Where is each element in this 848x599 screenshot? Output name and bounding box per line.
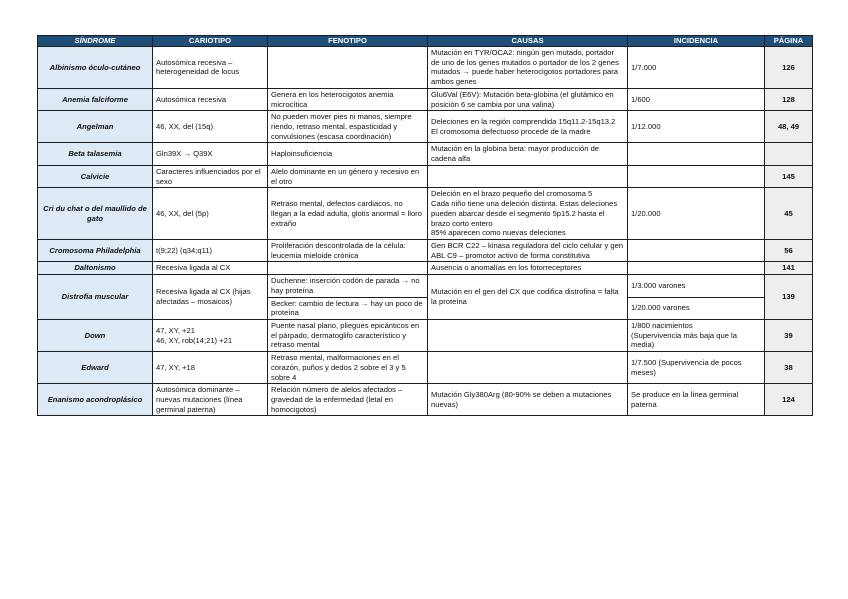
phenotype-cell: No pueden mover pies ni manos, siempre riendo, retraso mental, espasticidad y convulsiones (escasa coordinación)	[268, 111, 428, 143]
page-cell: 128	[765, 88, 813, 110]
incidence-cell: 1/600	[628, 88, 765, 110]
incidence-cell: 1/12.000	[628, 111, 765, 143]
causes-cell: Deleción en el brazo pequeño del cromosoma 5 Cada niño tiene una deleción distinta. Estas deleciones pueden abarcar desde el segmento 5p15.2 hasta el brazo corto entero 85% aparecen como nuevas deleciones	[428, 188, 628, 240]
table-row	[38, 143, 813, 165]
page-cell: 39	[765, 319, 813, 351]
page-cell: 139	[765, 275, 813, 320]
karyotype-cell: 46, XX, del (5p)	[153, 188, 268, 240]
syndrome-cell: Down	[38, 319, 153, 351]
page-cell: 126	[765, 47, 813, 89]
syndrome-cell: Daltonismo	[38, 262, 153, 275]
karyotype-cell: Autosómica recesiva	[153, 88, 268, 110]
phenotype-cell	[268, 47, 428, 89]
table-row	[38, 47, 813, 89]
table-row	[38, 262, 813, 275]
karyotype-cell: Recesiva ligada al CX	[153, 262, 268, 275]
page-cell: 38	[765, 352, 813, 384]
incidence-cell: 1/20.000 varones	[628, 297, 765, 319]
page-cell: 141	[765, 262, 813, 275]
causes-cell: Gen BCR C22 – kinasa reguladora del ciclo celular y gen ABL C9 – promotor activo de forma constitutiva	[428, 239, 628, 261]
phenotype-cell: Alelo dominante en un género y recesivo en el otro	[268, 165, 428, 187]
karyotype-cell: 47, XY, +21 46, XY, rob(14;21) +21	[153, 319, 268, 351]
incidence-cell	[628, 239, 765, 261]
table-row	[38, 188, 813, 240]
page-cell: 145	[765, 165, 813, 187]
phenotype-cell: Proliferación descontrolada de la célula: leucemia mieloide crónica	[268, 239, 428, 261]
header-phenotype: FENOTIPO	[268, 36, 428, 47]
syndrome-cell: Calvicie	[38, 165, 153, 187]
phenotype-cell: Duchenne: inserción codón de parada → no hay proteína	[268, 275, 428, 297]
phenotype-cell: Haploinsuficiencia	[268, 143, 428, 165]
syndrome-cell: Edward	[38, 352, 153, 384]
table-row	[38, 239, 813, 261]
karyotype-cell: Autosómica recesiva – heterogeneidad de locus	[153, 47, 268, 89]
table-row	[38, 352, 813, 384]
causes-cell: Glu6Val (E6V): Mutación beta-globina (el glutámico en posición 6 se cambia por una valina)	[428, 88, 628, 110]
incidence-cell	[628, 262, 765, 275]
syndrome-cell: Cromosoma Philadelphia	[38, 239, 153, 261]
header-karyotype: CARIOTIPO	[153, 36, 268, 47]
causes-cell: Mutación en TYR/OCA2: ningún gen mutado, portador de uno de los genes mutados o portador de los 2 genes mutados → puede haber heterocigotos portadores para ambos genes	[428, 47, 628, 89]
header-page: PÁGINA	[765, 36, 813, 47]
table-row	[38, 384, 813, 416]
phenotype-cell: Genera en los heterocigotos anemia microcítica	[268, 88, 428, 110]
phenotype-cell: Relación número de alelos afectados – gravedad de la enfermedad (letal en homocigotos)	[268, 384, 428, 416]
syndrome-cell: Cri du chat o del maullido de gato	[38, 188, 153, 240]
incidence-cell	[628, 143, 765, 165]
causes-cell: Mutación en la globina beta: mayor producción de cadena alfa	[428, 143, 628, 165]
syndrome-cell: Distrofia muscular	[38, 275, 153, 320]
table-row	[38, 88, 813, 110]
incidence-cell: 1/20.000	[628, 188, 765, 240]
karyotype-cell: Recesiva ligada al CX (hijas afectadas – mosaicos)	[153, 275, 268, 320]
karyotype-cell: Gln39X → Q39X	[153, 143, 268, 165]
table-row	[38, 319, 813, 351]
incidence-cell	[628, 165, 765, 187]
header-incidence: INCIDENCIA	[628, 36, 765, 47]
syndrome-cell: Beta talasemia	[38, 143, 153, 165]
page-cell: 56	[765, 239, 813, 261]
page-cell: 48, 49	[765, 111, 813, 143]
karyotype-cell: 46, XX, del (15q)	[153, 111, 268, 143]
causes-cell: Ausencia o anomalías en los fotorreceptores	[428, 262, 628, 275]
page-cell: 45	[765, 188, 813, 240]
phenotype-cell: Puente nasal plano, pliegues epicánticos en el párpado, dermatoglifo característico y retraso mental	[268, 319, 428, 351]
phenotype-cell: Becker: cambio de lectura → hay un poco de proteína	[268, 297, 428, 319]
syndrome-cell: Albinismo óculo-cutáneo	[38, 47, 153, 89]
causes-cell: Deleciones en la región comprendida 15q11.2-15q13.2 El cromosoma defectuoso procede de la madre	[428, 111, 628, 143]
syndrome-cell: Enanismo acondroplásico	[38, 384, 153, 416]
incidence-cell: 1/7.000	[628, 47, 765, 89]
phenotype-cell	[268, 262, 428, 275]
karyotype-cell: 47, XY, +18	[153, 352, 268, 384]
syndrome-cell: Anemia falciforme	[38, 88, 153, 110]
incidence-cell: Se produce en la línea germinal paterna	[628, 384, 765, 416]
causes-cell: Mutación Gly380Arg (80-90% se deben a mutaciones nuevas)	[428, 384, 628, 416]
table-row	[38, 165, 813, 187]
syndrome-table	[37, 35, 813, 416]
incidence-cell: 1/7.500 (Supervivencia de pocos meses)	[628, 352, 765, 384]
incidence-cell: 1/800 nacimientos (Supervivencia más baja que la media)	[628, 319, 765, 351]
syndrome-cell: Angelman	[38, 111, 153, 143]
phenotype-cell: Retraso mental, malformaciones en el corazón, puños y dedos 2 sobre el 3 y 5 sobre 4	[268, 352, 428, 384]
karyotype-cell: Caracteres influenciados por el sexo	[153, 165, 268, 187]
header-syndrome: SÍNDROME	[38, 36, 153, 47]
causes-cell: Mutación en el gen del CX que codifica distrofina = falta la proteína	[428, 275, 628, 320]
table-row	[38, 275, 813, 297]
table-row	[38, 111, 813, 143]
header-causes: CAUSAS	[428, 36, 628, 47]
causes-cell	[428, 319, 628, 351]
phenotype-cell: Retraso mental, defectos cardiacos, no llegan a la edad adulta, glotis anormal = lloro extraño	[268, 188, 428, 240]
causes-cell	[428, 352, 628, 384]
karyotype-cell: t(9;22) (q34;q11)	[153, 239, 268, 261]
causes-cell	[428, 165, 628, 187]
page-cell: 124	[765, 384, 813, 416]
karyotype-cell: Autosómica dominante – nuevas mutaciones (línea germinal paterna)	[153, 384, 268, 416]
header-row	[38, 36, 813, 47]
incidence-cell: 1/3.000 varones	[628, 275, 765, 297]
page-cell	[765, 143, 813, 165]
